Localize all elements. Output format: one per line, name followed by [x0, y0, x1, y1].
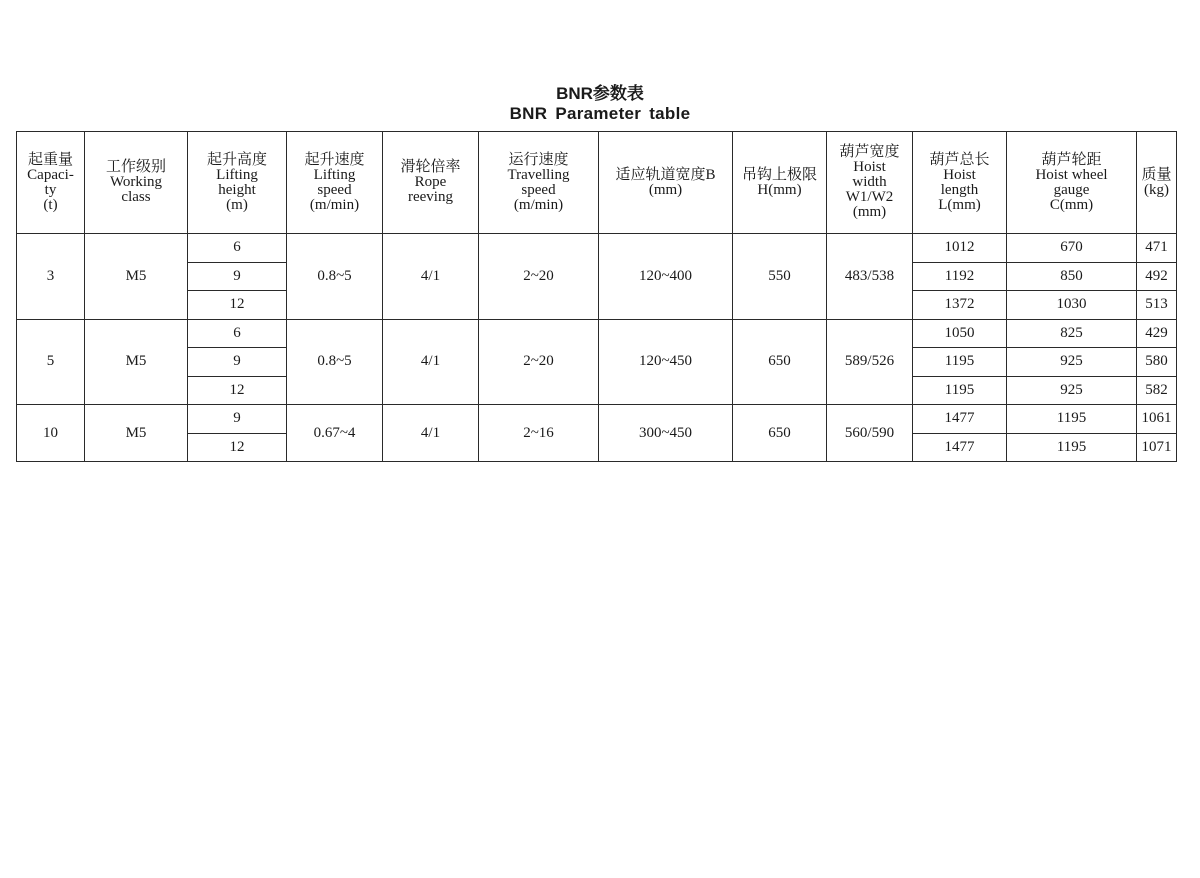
- table-row: [17, 234, 1177, 263]
- cell-hoist-length: 1050: [913, 319, 1007, 348]
- header-line: H(mm): [757, 181, 802, 198]
- cell-mass: 1061: [1137, 405, 1177, 434]
- header-line: 适应轨道宽度B: [615, 166, 716, 183]
- header-line: (t): [43, 196, 58, 213]
- cell-wheel-gauge: 925: [1007, 348, 1137, 377]
- header-line: gauge: [1053, 181, 1090, 198]
- header-line: 起重量: [27, 151, 73, 168]
- header-line: Lifting: [216, 166, 258, 183]
- table-body: [17, 234, 1177, 462]
- header-row: [17, 132, 1177, 234]
- cell-hoist-width: 483/538: [827, 234, 913, 320]
- cell-hook-limit: 650: [733, 319, 827, 405]
- cell-wheel-gauge: 925: [1007, 376, 1137, 405]
- cell-lifting-height: 12: [188, 376, 287, 405]
- header-line: (mm): [648, 181, 683, 198]
- table-row: [17, 405, 1177, 434]
- header-line: W1/W2: [845, 189, 894, 205]
- header-wheel-gauge: [1007, 132, 1137, 234]
- header-line: 滑轮倍率: [400, 159, 461, 175]
- header-line: 葫芦宽度: [839, 144, 900, 160]
- cell-wheel-gauge: 850: [1007, 262, 1137, 291]
- header-line: Rope: [414, 174, 447, 190]
- header-line: C(mm): [1049, 196, 1094, 213]
- header-line: 葫芦总长: [929, 151, 990, 168]
- cell-track-width: 300~450: [599, 405, 733, 462]
- header-mass: [1137, 132, 1177, 234]
- header-line: 质量: [1141, 166, 1172, 183]
- header-line: (mm): [852, 204, 887, 220]
- cell-track-width: 120~400: [599, 234, 733, 320]
- cell-hoist-width: 589/526: [827, 319, 913, 405]
- header-line: ty: [44, 181, 57, 198]
- cell-hoist-length: 1012: [913, 234, 1007, 263]
- header-line: L(mm): [938, 196, 981, 213]
- header-line: Hoist: [853, 159, 886, 175]
- cell-lifting-height: 12: [188, 433, 287, 462]
- header-hoist-width: [827, 132, 913, 234]
- cell-lifting-speed: 0.8~5: [287, 234, 383, 320]
- cell-capacity: 5: [17, 319, 85, 405]
- header-line: (m/min): [513, 196, 564, 213]
- cell-hoist-length: 1477: [913, 405, 1007, 434]
- header-line: height: [218, 181, 256, 198]
- cell-lifting-height: 9: [188, 405, 287, 434]
- cell-working-class: M5: [85, 405, 188, 462]
- header-line: 运行速度: [508, 151, 569, 168]
- cell-mass: 513: [1137, 291, 1177, 320]
- cell-travelling-speed: 2~20: [479, 319, 599, 405]
- table-title: [0, 84, 1200, 123]
- cell-hoist-length: 1195: [913, 376, 1007, 405]
- cell-hook-limit: 550: [733, 234, 827, 320]
- cell-mass: 471: [1137, 234, 1177, 263]
- cell-travelling-speed: 2~16: [479, 405, 599, 462]
- cell-lifting-height: 6: [188, 319, 287, 348]
- header-line: 起升速度: [304, 151, 365, 168]
- header-travelling-speed: [479, 132, 599, 234]
- cell-rope-reeving: 4/1: [383, 319, 479, 405]
- cell-lifting-speed: 0.67~4: [287, 405, 383, 462]
- header-line: speed: [317, 181, 352, 198]
- cell-wheel-gauge: 1030: [1007, 291, 1137, 320]
- cell-mass: 429: [1137, 319, 1177, 348]
- header-line: 工作级别: [105, 159, 166, 175]
- header-line: (m): [226, 196, 248, 213]
- cell-hoist-width: 560/590: [827, 405, 913, 462]
- cell-hook-limit: 650: [733, 405, 827, 462]
- header-line: Hoist wheel: [1035, 166, 1108, 183]
- cell-lifting-height: 9: [188, 262, 287, 291]
- cell-lifting-height: 9: [188, 348, 287, 377]
- header-working-class: [85, 132, 188, 234]
- cell-mass: 580: [1137, 348, 1177, 377]
- header-line: Hoist: [943, 166, 976, 183]
- header-line: Travelling: [507, 166, 570, 183]
- header-line: length: [940, 181, 979, 198]
- cell-wheel-gauge: 670: [1007, 234, 1137, 263]
- cell-wheel-gauge: 1195: [1007, 405, 1137, 434]
- cell-hoist-length: 1477: [913, 433, 1007, 462]
- cell-track-width: 120~450: [599, 319, 733, 405]
- header-line: 起升高度: [206, 151, 267, 168]
- header-line: 吊钩上极限: [741, 166, 817, 183]
- header-line: speed: [521, 181, 556, 198]
- header-rope-reeving: [383, 132, 479, 234]
- header-capacity: [17, 132, 85, 234]
- header-line: Working: [109, 174, 163, 190]
- cell-hoist-length: 1372: [913, 291, 1007, 320]
- cell-lifting-speed: 0.8~5: [287, 319, 383, 405]
- cell-mass: 492: [1137, 262, 1177, 291]
- cell-lifting-height: 6: [188, 234, 287, 263]
- cell-capacity: 10: [17, 405, 85, 462]
- title-english: BNR Parameter table: [509, 104, 691, 123]
- header-line: (kg): [1144, 181, 1169, 198]
- cell-mass: 1071: [1137, 433, 1177, 462]
- header-line: Lifting: [313, 166, 356, 183]
- header-lifting-speed: [287, 132, 383, 234]
- header-line: (m/min): [309, 196, 360, 213]
- table-row: [17, 319, 1177, 348]
- header-line: 葫芦轮距: [1041, 151, 1102, 168]
- header-track-width: [599, 132, 733, 234]
- header-line: reeving: [408, 189, 453, 205]
- header-line: width: [852, 174, 887, 190]
- parameter-table: [16, 131, 1177, 462]
- header-line: Capaci-: [27, 166, 74, 183]
- header-line: class: [121, 189, 151, 205]
- cell-travelling-speed: 2~20: [479, 234, 599, 320]
- cell-working-class: M5: [85, 234, 188, 320]
- cell-hoist-length: 1192: [913, 262, 1007, 291]
- cell-hoist-length: 1195: [913, 348, 1007, 377]
- header-lifting-height: [188, 132, 287, 234]
- cell-capacity: 3: [17, 234, 85, 320]
- header-hook-limit: [733, 132, 827, 234]
- cell-working-class: M5: [85, 319, 188, 405]
- cell-wheel-gauge: 1195: [1007, 433, 1137, 462]
- cell-rope-reeving: 4/1: [383, 234, 479, 320]
- title-chinese: BNR参数表: [556, 84, 644, 103]
- header-hoist-length: [913, 132, 1007, 234]
- cell-rope-reeving: 4/1: [383, 405, 479, 462]
- cell-mass: 582: [1137, 376, 1177, 405]
- cell-lifting-height: 12: [188, 291, 287, 320]
- cell-wheel-gauge: 825: [1007, 319, 1137, 348]
